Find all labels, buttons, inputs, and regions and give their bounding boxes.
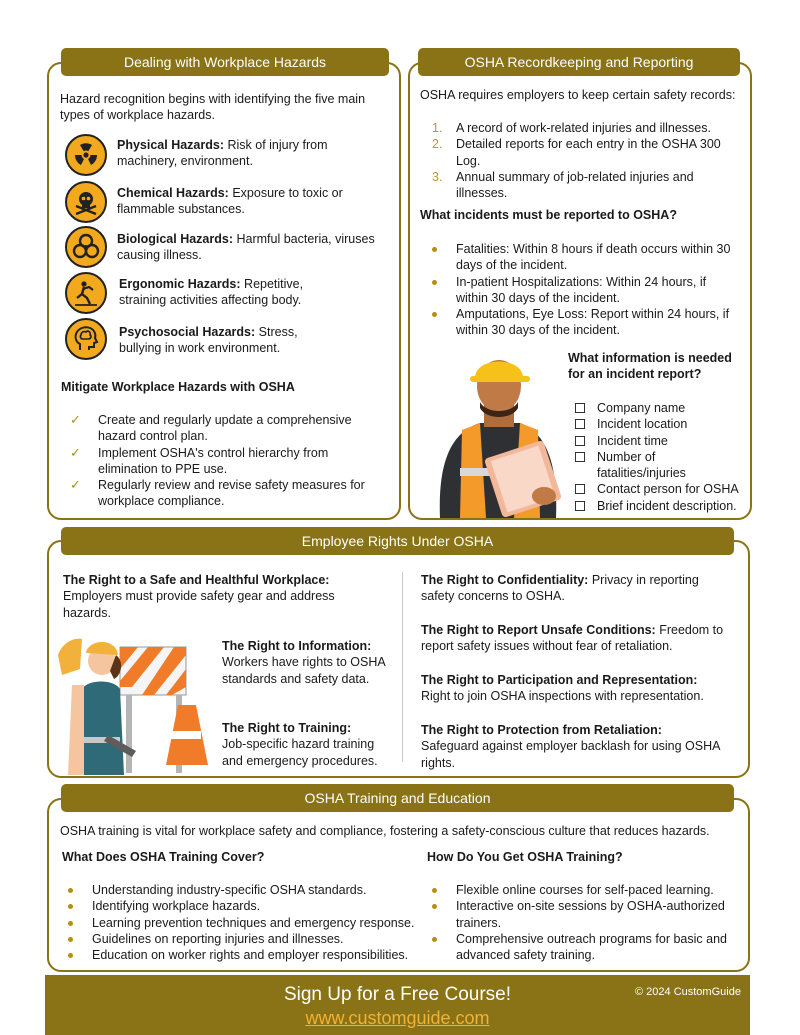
checkmark-icon: ✓ (70, 477, 81, 492)
website-link[interactable]: www.customguide.com (305, 1008, 490, 1028)
list-item: Education on worker rights and employer responsibilities. (56, 947, 426, 963)
list-item: Brief incident description. (569, 498, 749, 514)
construction-worker-barrier-illustration (58, 625, 218, 775)
list-item: Interactive on-site sessions by OSHA-authorized trainers. (420, 898, 740, 931)
right-information: The Right to Information: Workers have rights to OSHA standards and safety data. (222, 639, 386, 686)
checkbox-icon (575, 484, 585, 494)
mitigate-title: Mitigate Workplace Hazards with OSHA (61, 380, 295, 394)
list-item: Identifying workplace hazards. (56, 898, 426, 914)
recordkeeping-intro: OSHA requires employers to keep certain safety records: (420, 88, 736, 102)
checkbox-icon (575, 452, 585, 462)
list-item: ✓ Regularly review and revise safety measures for workplace compliance. (70, 477, 365, 509)
list-item: 1. A record of work-related injuries and illnesses. (432, 121, 711, 135)
list-item: ✓ Implement OSHA's control hierarchy from elimination to PPE use. (70, 444, 329, 476)
copyright: © 2024 CustomGuide (635, 986, 741, 998)
hazard-physical: Physical Hazards: Risk of injury from machinery, environment. (117, 138, 328, 169)
recordkeeping-banner: OSHA Recordkeeping and Reporting (418, 48, 740, 76)
report-list (420, 241, 738, 339)
list-item: ✓ Create and regularly update a comprehensive hazard control plan. (70, 412, 352, 444)
hazard-chemical: Chemical Hazards: Exposure to toxic or flammable substances. (117, 186, 343, 217)
radiation-icon (65, 134, 107, 176)
hazard-ergonomic: Ergonomic Hazards: Repetitive, straining activities affecting body. (119, 277, 304, 308)
list-item: In-patient Hospitalizations: Within 24 hours, if within 30 days of the incident. (420, 274, 738, 307)
signup-cta[interactable]: Sign Up for a Free Course! (283, 984, 512, 1005)
cover-title: What Does OSHA Training Cover? (62, 850, 265, 864)
checkbox-icon (575, 419, 585, 429)
hazards-intro: Hazard recognition begins with identifying the five main types of workplace hazards. (60, 92, 366, 123)
report-title: What incidents must be reported to OSHA? (420, 208, 677, 222)
biohazard-icon (65, 226, 107, 268)
list-item: Understanding industry-specific OSHA standards. (56, 882, 426, 898)
mitigate-list (60, 412, 380, 510)
get-title: How Do You Get OSHA Training? (427, 850, 623, 864)
list-item: Fatalities: Within 8 hours if death occurs within 30 days of the incident. (420, 241, 738, 274)
info-title: What information is needed for an incident report? (568, 351, 732, 382)
head-brain-icon (65, 318, 107, 360)
list-item: Number of fatalities/injuries (569, 449, 699, 482)
worker-with-clipboard-illustration (420, 348, 570, 518)
checkmark-icon: ✓ (70, 444, 81, 460)
hazard-biological: Biological Hazards: Harmful bacteria, viruses causing illness. (117, 232, 375, 263)
cover-list (56, 882, 426, 963)
records-list (420, 120, 730, 201)
training-banner: OSHA Training and Education (61, 784, 734, 812)
list-item: 2. Detailed reports for each entry in the OSHA 300 Log. (432, 137, 721, 168)
list-item: 3. Annual summary of job-related injuries and illnesses. (432, 169, 694, 200)
get-list (420, 882, 740, 963)
hazards-banner: Dealing with Workplace Hazards (61, 48, 389, 76)
hazard-psychosocial: Psychosocial Hazards: Stress, bullying in work environment. (119, 325, 298, 356)
right-protection: The Right to Protection from Retaliation: Safeguard against employer backlash for using OSHA rights. (421, 723, 720, 770)
right-confidentiality: The Right to Confidentiality: Privacy in reporting safety concerns to OSHA. (421, 573, 699, 604)
right-training: The Right to Training: Job-specific hazard training and emergency procedures. (222, 721, 378, 768)
right-safe-workplace: The Right to a Safe and Healthful Workplace: Employers must provide safety gear and address hazards. (63, 573, 335, 620)
list-item: Learning prevention techniques and emergency response. (56, 915, 426, 931)
checkbox-icon (575, 436, 585, 446)
list-item: Guidelines on reporting injuries and illnesses. (56, 931, 426, 947)
checkbox-icon (575, 403, 585, 413)
rights-banner: Employee Rights Under OSHA (61, 527, 734, 555)
list-item: Flexible online courses for self-paced learning. (420, 882, 740, 898)
list-item: Incident time (569, 433, 749, 449)
training-intro: OSHA training is vital for workplace safety and compliance, fostering a safety-conscious culture that reduces hazards. (60, 824, 710, 838)
list-item: Incident location (569, 416, 749, 432)
skull-crossbones-icon (65, 181, 107, 223)
list-item: Company name (569, 400, 749, 416)
list-item: Contact person for OSHA (569, 481, 749, 497)
list-item: Amputations, Eye Loss: Report within 24 hours, if within 30 days of the incident. (420, 306, 738, 339)
rights-divider (402, 572, 403, 762)
list-item: Comprehensive outreach programs for basic and advanced safety training. (420, 931, 740, 964)
checkbox-icon (575, 501, 585, 511)
footer (45, 975, 750, 1035)
checkmark-icon: ✓ (70, 412, 81, 427)
right-participation: The Right to Participation and Representation: Right to join OSHA inspections with representation. (421, 673, 704, 704)
info-list (569, 400, 749, 514)
slipping-person-icon (65, 272, 107, 314)
right-report-unsafe: The Right to Report Unsafe Conditions: Freedom to report safety issues without fear of retaliation. (421, 623, 724, 654)
